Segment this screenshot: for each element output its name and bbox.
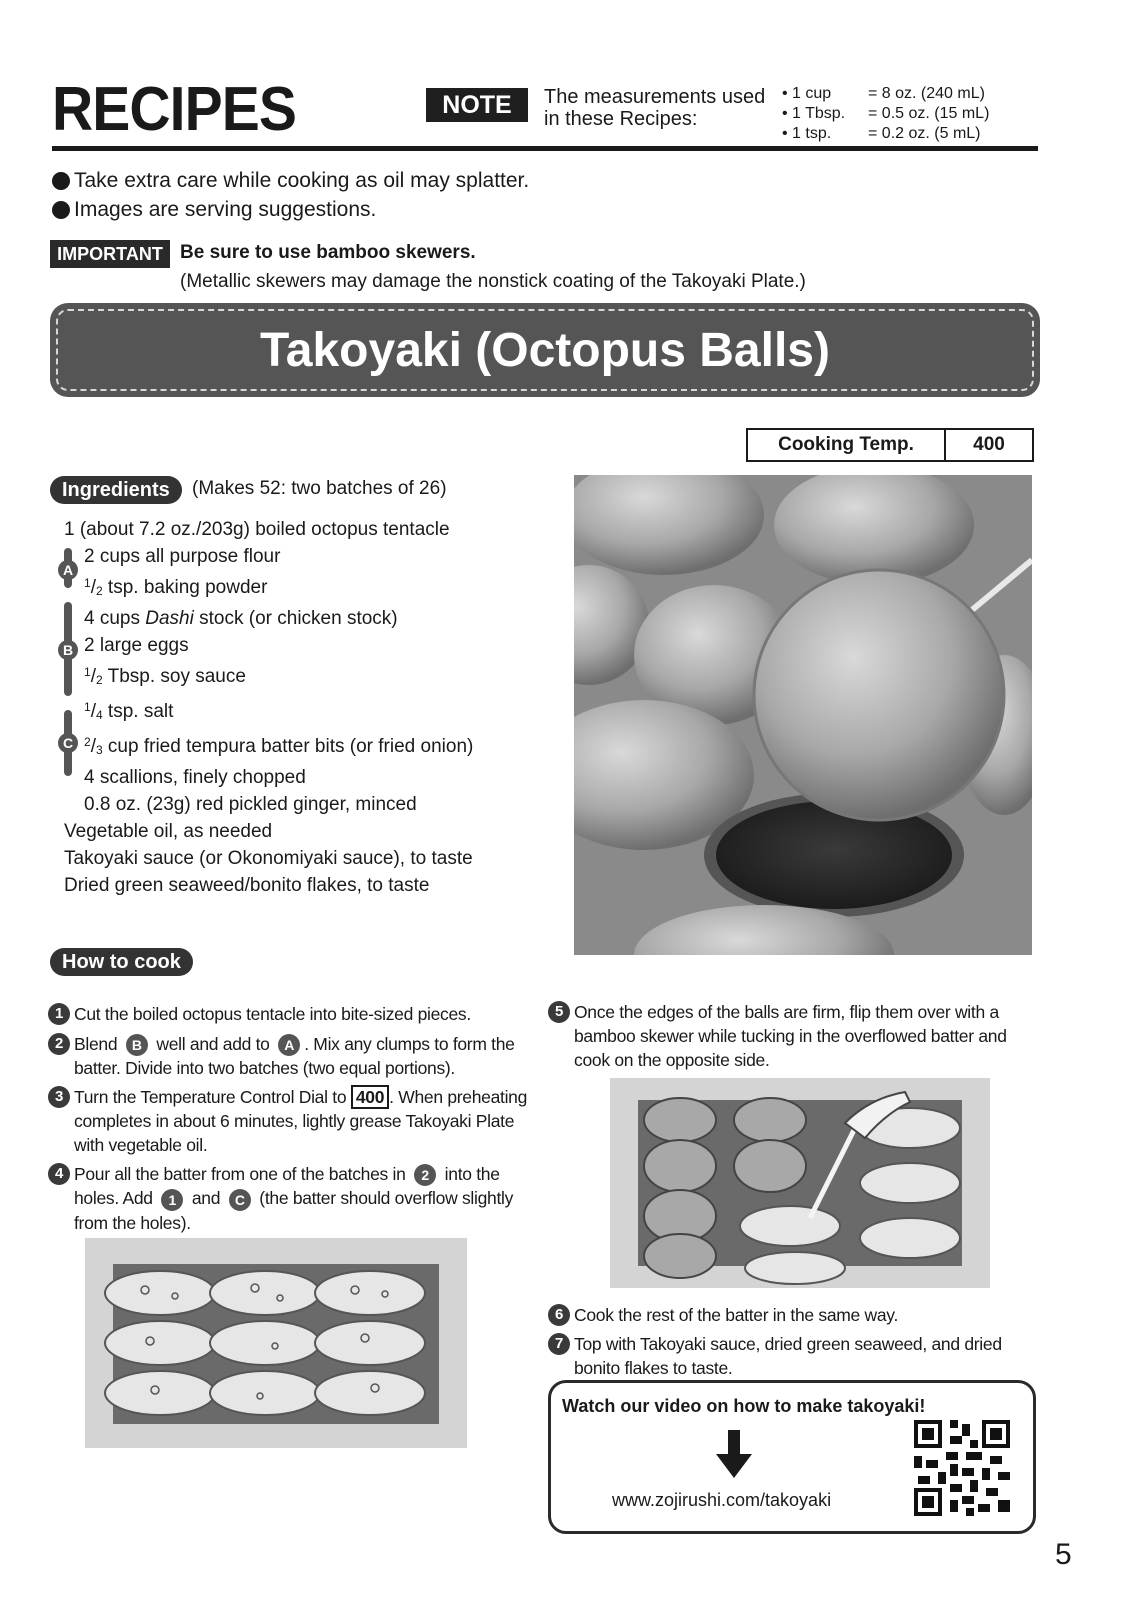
important-text bbox=[180, 238, 806, 296]
step-2: 2 Blend B well and add to A . Mix any clumps to form the batter. Divide into two batches (two equal portions). bbox=[48, 1032, 532, 1080]
takoyaki-photo bbox=[574, 475, 1032, 955]
important-detail: (Metallic skewers may damage the nonstick coating of the Takoyaki Plate.) bbox=[180, 271, 806, 292]
ref-b-badge: B bbox=[126, 1034, 148, 1056]
warning-item: Take extra care while cooking as oil may splatter. bbox=[52, 166, 529, 195]
header-rule bbox=[52, 146, 1038, 151]
ref-step-2-badge: 2 bbox=[414, 1164, 436, 1186]
cooking-temp-box bbox=[746, 428, 1034, 462]
note-badge: NOTE bbox=[426, 88, 528, 122]
step-number: 3 bbox=[48, 1086, 70, 1108]
cooking-temp-label: Cooking Temp. bbox=[748, 430, 946, 460]
flipping-illustration bbox=[610, 1078, 990, 1288]
ingredient-item: Takoyaki sauce (or Okonomiyaki sauce), to taste bbox=[64, 848, 473, 869]
ingredient-item: Vegetable oil, as needed bbox=[64, 821, 273, 842]
step-number: 5 bbox=[548, 1001, 570, 1023]
step-number: 6 bbox=[548, 1304, 570, 1326]
step-7: 7 Top with Takoyaki sauce, dried green seaweed, and dried bonito flakes to taste. bbox=[548, 1332, 1036, 1380]
ingredient-item: 4 scallions, finely chopped bbox=[84, 767, 306, 788]
ingredient-item: 2 cups all purpose flour bbox=[84, 546, 281, 567]
group-b-badge: B bbox=[58, 640, 78, 660]
step-number: 4 bbox=[48, 1163, 70, 1185]
important-badge: IMPORTANT bbox=[50, 240, 170, 268]
step-1: 1 Cut the boiled octopus tentacle into bite-sized pieces. bbox=[48, 1002, 528, 1026]
step-number: 2 bbox=[48, 1033, 70, 1055]
ingredient-item: $^1/_2$ Tbsp. soy sauce bbox=[84, 665, 246, 687]
ingredient-item: 2 large eggs bbox=[84, 635, 189, 656]
bullet-icon bbox=[52, 172, 70, 190]
how-to-cook-heading: How to cook bbox=[50, 948, 193, 976]
cooking-temp-value: 400 bbox=[973, 434, 1005, 455]
step-6: 6 Cook the rest of the batter in the same way. bbox=[548, 1303, 1036, 1327]
note-text: The measurements used in these Recipes: bbox=[544, 86, 766, 130]
recipe-title: Takoyaki (Octopus Balls) bbox=[56, 309, 1034, 391]
step-5: 5 Once the edges of the balls are firm, flip them over with a bamboo skewer while tucking in the overflowed batter and cook on the opposite side. bbox=[548, 1000, 1036, 1072]
measurement-row: • 1 Tbsp. = 0.5 oz. (15 mL) bbox=[782, 105, 990, 122]
step-number: 1 bbox=[48, 1003, 70, 1025]
ingredient-item: 0.8 oz. (23g) red pickled ginger, minced bbox=[84, 794, 417, 815]
step-number: 7 bbox=[548, 1333, 570, 1355]
recipe-title-banner bbox=[52, 305, 1038, 395]
ref-step-1-badge: 1 bbox=[161, 1189, 183, 1211]
warning-list bbox=[52, 166, 529, 224]
video-url-link[interactable]: www.zojirushi.com/takoyaki bbox=[612, 1490, 832, 1510]
video-title: Watch our video on how to make takoyaki! bbox=[562, 1396, 926, 1416]
group-c-badge: C bbox=[58, 733, 78, 753]
ref-a-badge: A bbox=[278, 1034, 300, 1056]
important-headline: Be sure to use bamboo skewers. bbox=[180, 242, 476, 263]
ingredient-item: Dried green seaweed/bonito flakes, to taste bbox=[64, 875, 430, 896]
bullet-icon bbox=[52, 201, 70, 219]
temp-setting-box: 400 bbox=[351, 1085, 389, 1109]
arrow-down-icon bbox=[716, 1430, 752, 1483]
ingredient-list bbox=[64, 516, 473, 899]
group-a-badge: A bbox=[58, 560, 78, 580]
ingredients-yield: (Makes 52: two batches of 26) bbox=[192, 478, 447, 499]
ingredients-heading: Ingredients bbox=[50, 476, 182, 504]
warning-item: Images are serving suggestions. bbox=[52, 195, 529, 224]
ingredient-item: $^1/_4$ tsp. salt bbox=[84, 700, 174, 722]
ingredient-item: 1 (about 7.2 oz./203g) boiled octopus tentacle bbox=[64, 519, 450, 540]
ingredient-item: $^2/_3$ cup fried tempura batter bits (or fried onion) bbox=[84, 735, 474, 757]
step-3: 3 Turn the Temperature Control Dial to 400 . When preheating completes in about 6 minutes, lightly grease Takoyaki Plate with vegetable oil. bbox=[48, 1085, 532, 1157]
ref-c-badge: C bbox=[229, 1189, 251, 1211]
page-number: 5 bbox=[1055, 1538, 1072, 1571]
measurement-table bbox=[782, 84, 989, 144]
measurement-row: • 1 tsp. = 0.2 oz. (5 mL) bbox=[782, 125, 981, 142]
qr-code-icon[interactable] bbox=[914, 1420, 1010, 1516]
ingredient-item: 4 cups Dashi stock (or chicken stock) bbox=[84, 608, 398, 629]
step-4: 4 Pour all the batter from one of the batches in 2 into the holes. Add 1 and C (the batter should overflow slightly from the holes). bbox=[48, 1162, 532, 1235]
page-title: RECIPES bbox=[52, 75, 296, 144]
batter-illustration bbox=[85, 1238, 467, 1448]
measurement-row: • 1 cup = 8 oz. (240 mL) bbox=[782, 85, 985, 102]
ingredient-item: $^1/_2$ tsp. baking powder bbox=[84, 576, 268, 598]
